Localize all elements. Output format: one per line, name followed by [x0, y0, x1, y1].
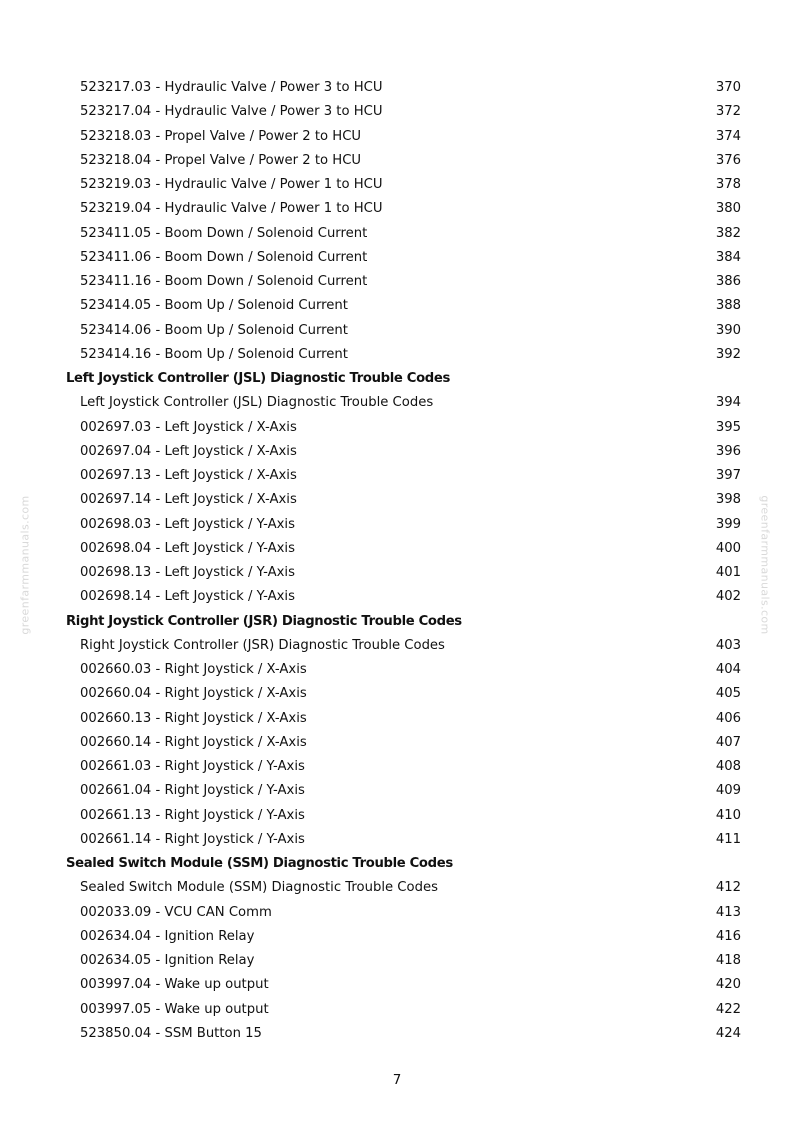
- toc-entry-title: 002634.05 - Ignition Relay: [80, 953, 255, 968]
- toc-entry-title: 002698.14 - Left Joystick / Y-Axis: [80, 589, 295, 605]
- toc-entry-page: 401: [715, 565, 741, 580]
- watermark-right: greenfarmmanuals.com: [758, 495, 772, 635]
- toc-entry[interactable]: [0, 876, 794, 900]
- toc-entry[interactable]: [0, 998, 794, 1022]
- toc-entry-page: 392: [715, 346, 741, 362]
- toc-entry-title: 002660.03 - Right Joystick / X-Axis: [80, 662, 307, 677]
- toc-entry[interactable]: [0, 100, 794, 124]
- toc-entry-page: 394: [715, 395, 741, 411]
- toc-entry-title: 523414.16 - Boom Up / Solenoid Current: [80, 346, 348, 362]
- toc-entry-page: 382: [715, 225, 741, 241]
- toc-entry[interactable]: [0, 755, 794, 779]
- toc-entry[interactable]: [0, 682, 794, 706]
- toc-entry[interactable]: [0, 197, 794, 221]
- toc-entry[interactable]: [0, 173, 794, 197]
- toc-entry-title: 002660.14 - Right Joystick / X-Axis: [80, 734, 307, 750]
- toc-entry-title: 002661.04 - Right Joystick / Y-Axis: [80, 783, 305, 799]
- toc-entry[interactable]: [0, 828, 794, 852]
- toc-entry-title: 523414.06 - Boom Up / Solenoid Current: [80, 322, 348, 338]
- toc-entry[interactable]: [0, 343, 794, 367]
- toc-entry[interactable]: [0, 804, 794, 828]
- toc-entry[interactable]: [0, 222, 794, 246]
- toc-entry-title: 523219.03 - Hydraulic Valve / Power 1 to HCU: [80, 177, 383, 192]
- toc-entry-page: 400: [715, 540, 741, 556]
- toc-entry[interactable]: [0, 440, 794, 464]
- toc-entry-title: Right Joystick Controller (JSR) Diagnostic Trouble Codes: [80, 637, 445, 653]
- toc-entry-title: 523218.04 - Propel Valve / Power 2 to HCU: [80, 152, 362, 168]
- toc-entry-page: 397: [715, 468, 741, 483]
- toc-entry-page: 420: [715, 977, 741, 993]
- toc-entry-title: 523411.16 - Boom Down / Solenoid Current: [80, 274, 368, 289]
- toc-entry[interactable]: [0, 925, 794, 949]
- toc-entry-page: 416: [715, 928, 741, 944]
- toc-entry-page: 395: [715, 419, 741, 435]
- toc-entry-page: 370: [715, 80, 741, 95]
- toc-entry[interactable]: [0, 561, 794, 585]
- toc-entry-title: 523218.03 - Propel Valve / Power 2 to HCU: [80, 128, 362, 144]
- toc-entry-title: 002661.14 - Right Joystick / Y-Axis: [80, 831, 305, 847]
- toc-entry[interactable]: [0, 707, 794, 731]
- toc-entry[interactable]: [0, 779, 794, 803]
- toc-entry-title: 002660.13 - Right Joystick / X-Axis: [80, 710, 307, 726]
- toc-entry-page: 410: [715, 807, 741, 823]
- toc-entry-page: 374: [715, 128, 741, 144]
- toc-entry-page: 404: [715, 662, 741, 677]
- toc-entry-page: 405: [715, 686, 741, 702]
- toc-entry[interactable]: [0, 149, 794, 173]
- toc-entry[interactable]: [0, 391, 794, 415]
- toc-entry[interactable]: [0, 973, 794, 997]
- toc-entry-title: 523411.05 - Boom Down / Solenoid Current: [80, 225, 368, 241]
- toc-entry[interactable]: [0, 270, 794, 294]
- toc-entry-page: 376: [715, 152, 741, 168]
- toc-entry-page: 396: [715, 443, 741, 459]
- toc-entry-title: Left Joystick Controller (JSL) Diagnostic Trouble Codes: [66, 371, 450, 386]
- toc-entry-title: Sealed Switch Module (SSM) Diagnostic Trouble Codes: [80, 880, 438, 896]
- toc-entry-title: 523217.03 - Hydraulic Valve / Power 3 to HCU: [80, 80, 383, 95]
- toc-section-heading: [0, 367, 794, 391]
- toc-entry-title: 002033.09 - VCU CAN Comm: [80, 904, 272, 920]
- toc-entry-title: 002634.04 - Ignition Relay: [80, 928, 255, 944]
- toc-entry-page: 372: [715, 104, 741, 120]
- toc-entry[interactable]: [0, 125, 794, 149]
- toc-entry-title: 523219.04 - Hydraulic Valve / Power 1 to HCU: [80, 201, 383, 217]
- toc-entry-title: 002697.03 - Left Joystick / X-Axis: [80, 419, 297, 435]
- toc-entry-page: 384: [715, 249, 741, 265]
- toc-entry-title: 002698.03 - Left Joystick / Y-Axis: [80, 516, 295, 532]
- toc-entry-title: Sealed Switch Module (SSM) Diagnostic Trouble Codes: [66, 856, 453, 871]
- toc-entry-title: 002697.04 - Left Joystick / X-Axis: [80, 443, 297, 459]
- toc-section-heading: [0, 610, 794, 634]
- toc-section-heading: [0, 852, 794, 876]
- toc-entry-page: 378: [715, 177, 741, 192]
- toc-entry-title: Left Joystick Controller (JSL) Diagnostic Trouble Codes: [80, 395, 434, 411]
- toc-entry[interactable]: [0, 731, 794, 755]
- toc-entry-page: 403: [715, 637, 741, 653]
- toc-entry-title: 523850.04 - SSM Button 15: [80, 1025, 262, 1041]
- toc-entry-page: 386: [715, 274, 741, 289]
- toc-entry[interactable]: [0, 294, 794, 318]
- toc-entry[interactable]: [0, 416, 794, 440]
- toc-entry-page: 418: [715, 953, 741, 968]
- toc-entry-page: 424: [715, 1025, 741, 1041]
- toc-entry-title: 002698.04 - Left Joystick / Y-Axis: [80, 540, 295, 556]
- toc-entry[interactable]: [0, 901, 794, 925]
- page-number: 7: [392, 1072, 402, 1088]
- toc-entry-page: 380: [715, 201, 741, 217]
- toc-entry[interactable]: [0, 585, 794, 609]
- toc-entry-title: 002660.04 - Right Joystick / X-Axis: [80, 686, 307, 702]
- toc-entry[interactable]: [0, 319, 794, 343]
- toc-entry-page: 408: [715, 759, 741, 774]
- toc-entry-page: 406: [715, 710, 741, 726]
- toc-entry-title: Right Joystick Controller (JSR) Diagnostic Trouble Codes: [66, 613, 462, 629]
- toc-entry-page: 413: [715, 904, 741, 920]
- toc-entry-page: 388: [715, 298, 741, 314]
- toc-entry[interactable]: [0, 537, 794, 561]
- toc-entry-title: 003997.05 - Wake up output: [80, 1001, 269, 1017]
- toc-entry-title: 002698.13 - Left Joystick / Y-Axis: [80, 565, 295, 580]
- toc-entry-title: 002697.13 - Left Joystick / X-Axis: [80, 468, 297, 483]
- toc-entry-title: 002697.14 - Left Joystick / X-Axis: [80, 492, 297, 508]
- toc-entry[interactable]: [0, 246, 794, 270]
- toc-entry-page: 422: [715, 1001, 741, 1017]
- toc-entry-page: 407: [715, 734, 741, 750]
- toc-entry[interactable]: [0, 949, 794, 973]
- toc-entry-title: 002661.13 - Right Joystick / Y-Axis: [80, 807, 305, 823]
- toc-entry[interactable]: [0, 658, 794, 682]
- toc-entry[interactable]: [0, 464, 794, 488]
- toc-entry-title: 523217.04 - Hydraulic Valve / Power 3 to HCU: [80, 104, 383, 120]
- toc-entry-page: 409: [715, 783, 741, 799]
- toc-entry[interactable]: [0, 513, 794, 537]
- toc-entry-page: 402: [715, 589, 741, 605]
- toc-entry-title: 523414.05 - Boom Up / Solenoid Current: [80, 298, 348, 314]
- toc-entry-page: 411: [715, 831, 741, 847]
- toc-entry-title: 523411.06 - Boom Down / Solenoid Current: [80, 249, 368, 265]
- toc-entry[interactable]: [0, 1022, 794, 1046]
- toc-entry-page: 398: [715, 492, 741, 508]
- table-of-contents: [0, 76, 794, 1046]
- toc-entry[interactable]: [0, 488, 794, 512]
- toc-entry[interactable]: [0, 634, 794, 658]
- toc-entry-page: 390: [715, 322, 741, 338]
- toc-entry-title: 002661.03 - Right Joystick / Y-Axis: [80, 759, 305, 774]
- toc-entry[interactable]: [0, 76, 794, 100]
- toc-entry-page: 399: [715, 516, 741, 532]
- toc-entry-title: 003997.04 - Wake up output: [80, 977, 269, 993]
- watermark-left: greenfarmmanuals.com: [18, 495, 32, 635]
- toc-entry-page: 412: [715, 880, 741, 896]
